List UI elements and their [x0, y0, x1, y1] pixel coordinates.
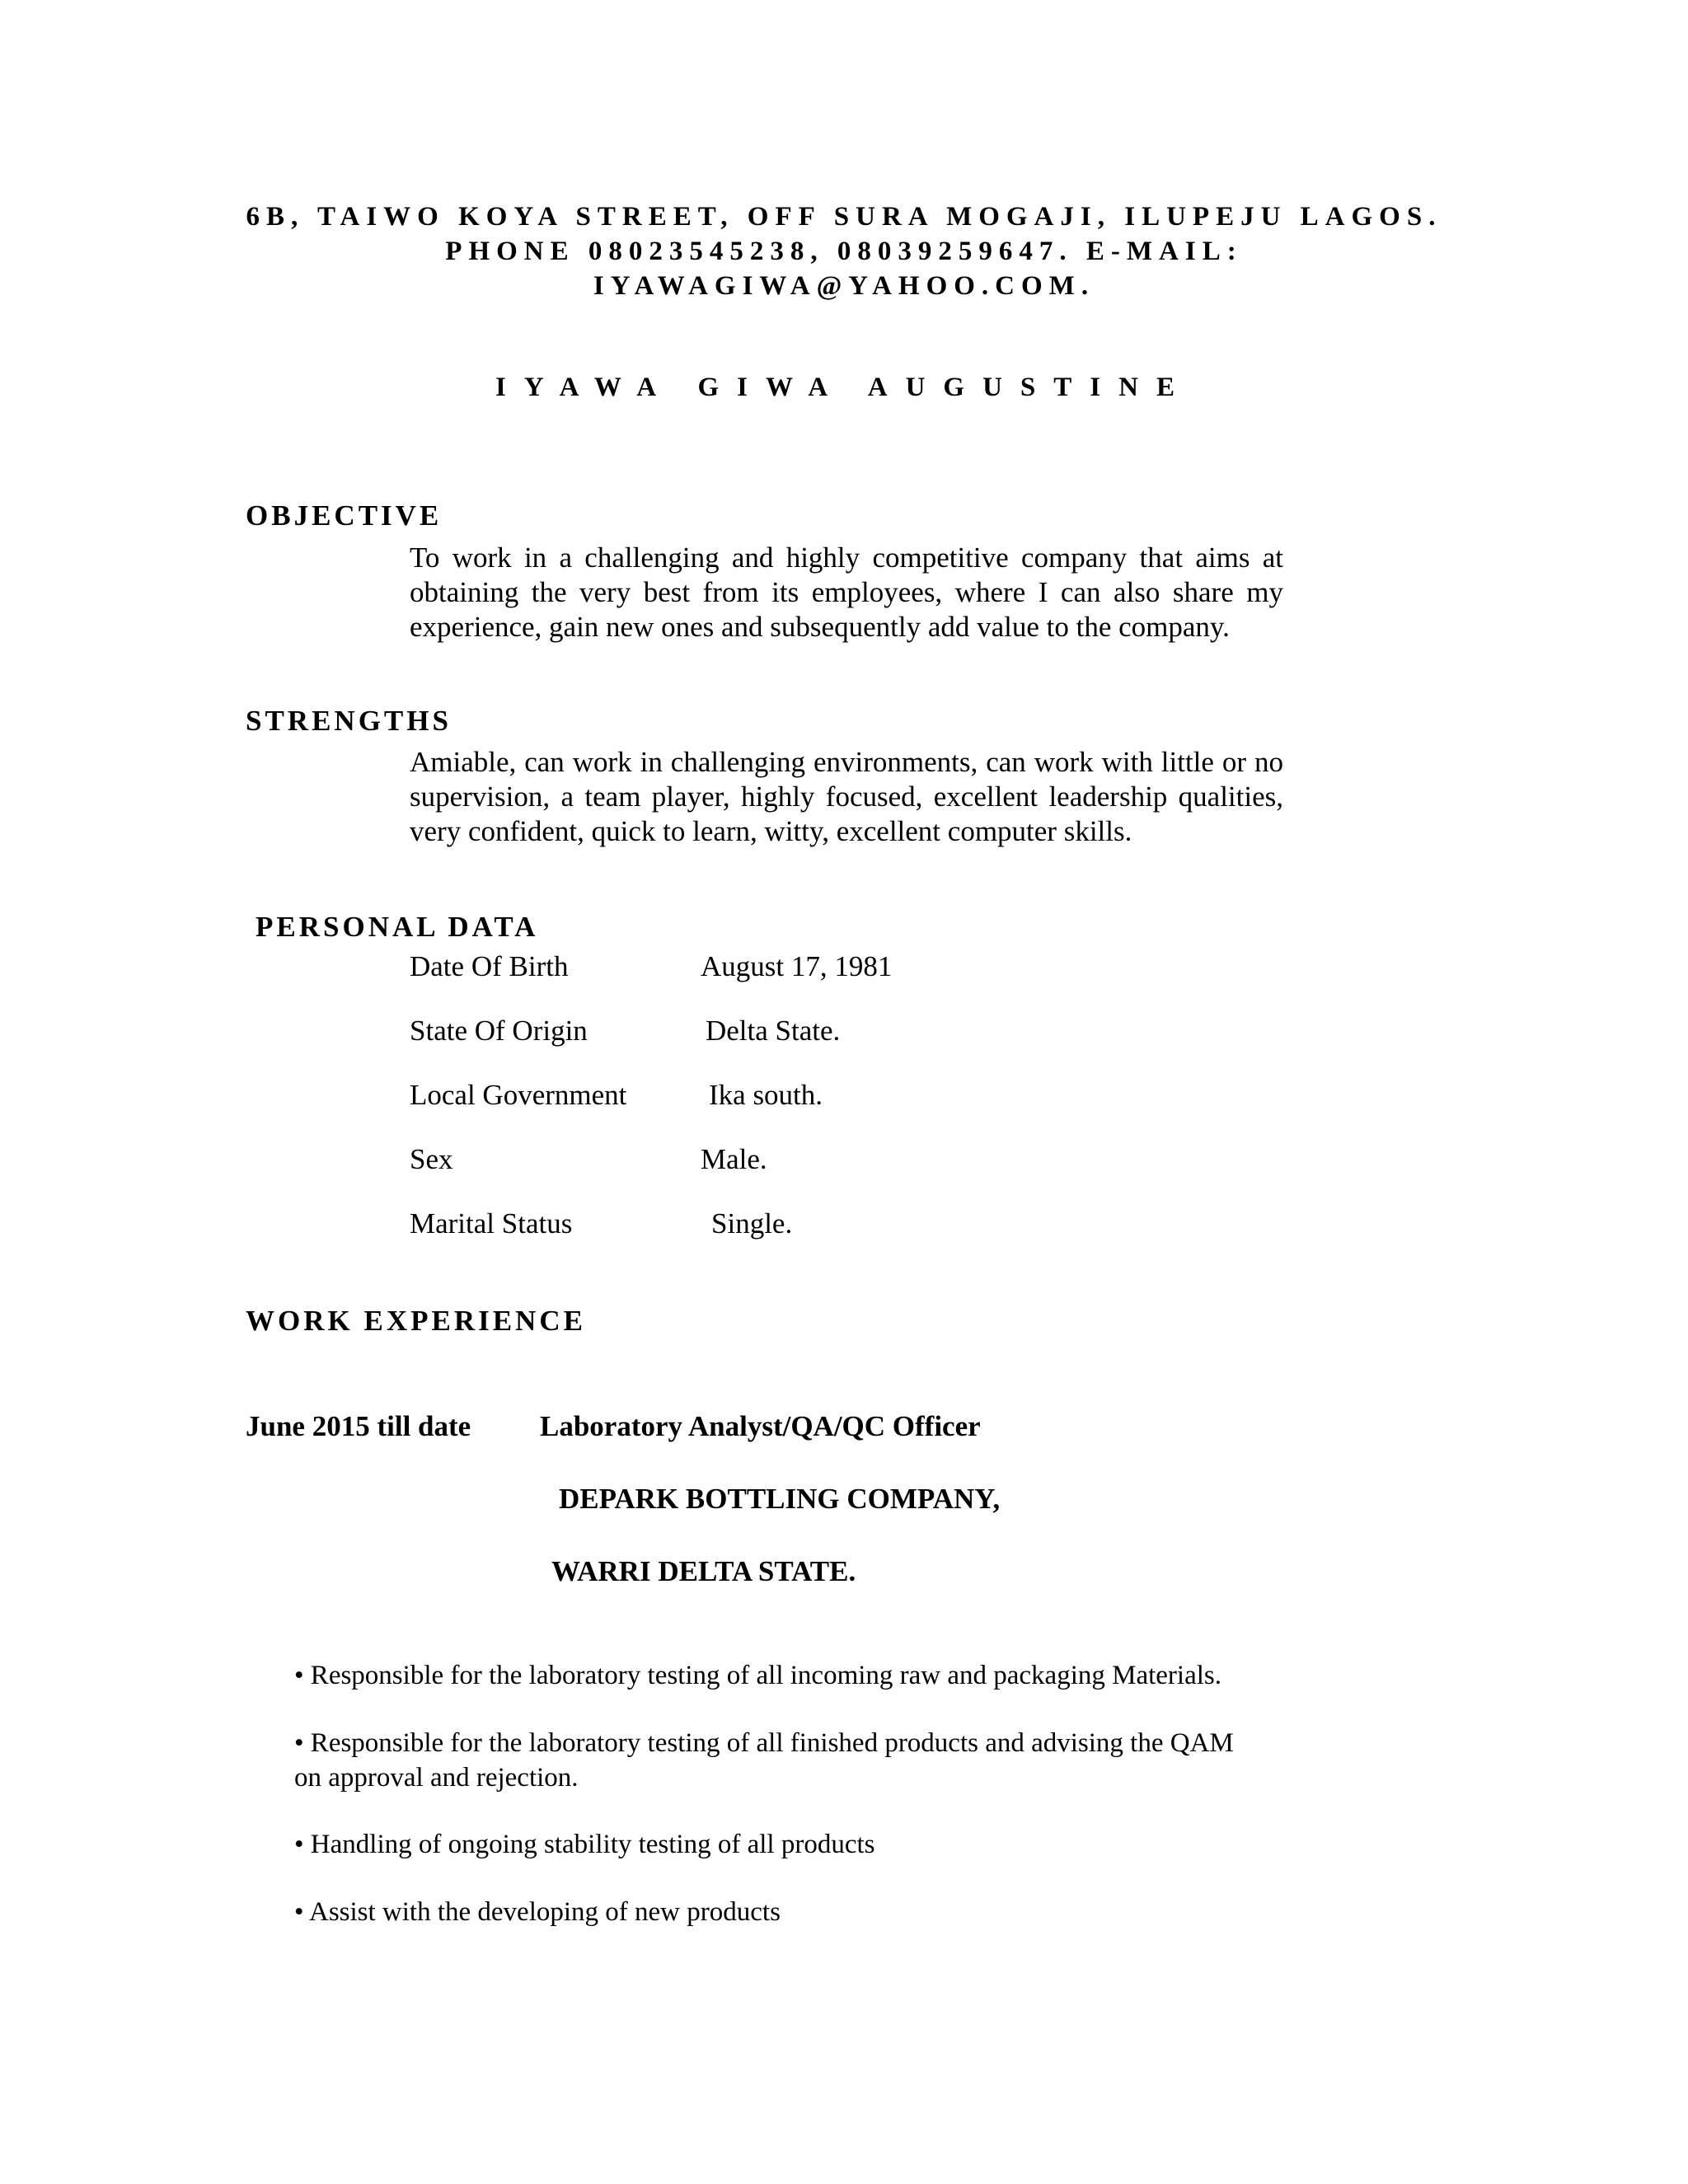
pd-label-sex: Sex [410, 1143, 453, 1175]
objective-text: To work in a challenging and highly competitive company that aims at obtaining the very best from its employees, where I can also share my experience, gain new ones and subsequently add value to the company. [410, 541, 1283, 643]
job-location: WARRI DELTA STATE. [551, 1555, 856, 1587]
pd-label-origin: State Of Origin [410, 1015, 588, 1047]
header-email: IYAWAGIWA@YAHOO.COM. [593, 271, 1095, 301]
job-role: Laboratory Analyst/QA/QC Officer [540, 1410, 981, 1442]
header-address: 6B, TAIWO KOYA STREET, OFF SURA MOGAJI, ILUPEJU LAGOS. [246, 202, 1442, 232]
strengths-text: Amiable, can work in challenging environments, can work with little or no supervision, a team player, highly focused, excellent leadership qualities, very confident, quick to learn, witty, excellent computer skills. [410, 746, 1283, 847]
duty-item: • Handling of ongoing stability testing of all products [294, 1830, 875, 1859]
pd-value-sex: Male. [701, 1143, 767, 1175]
job-period: June 2015 till date [246, 1410, 471, 1442]
pd-label-lga: Local Government [410, 1079, 627, 1111]
duty-item: • Responsible for the laboratory testing of all finished products and advising the QAM on approval and rejection. [294, 1728, 1234, 1793]
strengths-heading: STRENGTHS [246, 705, 452, 737]
personal-data-heading: PERSONAL DATA [256, 911, 539, 943]
candidate-name: IYAWA GIWA AUGUSTINE [495, 373, 1193, 402]
pd-value-dob: August 17, 1981 [701, 950, 893, 982]
duty-item: • Responsible for the laboratory testing of all incoming raw and packaging Materials. [294, 1661, 1221, 1690]
pd-value-origin: Delta State. [706, 1015, 841, 1047]
header-phone: PHONE 08023545238, 08039259647. E-MAIL: [445, 237, 1243, 266]
pd-value-marital: Single. [711, 1207, 793, 1240]
duty-item: • Assist with the developing of new products [294, 1897, 781, 1927]
pd-value-lga: Ika south. [709, 1079, 823, 1111]
job-company: DEPARK BOTTLING COMPANY, [559, 1483, 1001, 1515]
pd-label-dob: Date Of Birth [410, 950, 569, 982]
pd-label-marital: Marital Status [410, 1207, 573, 1240]
objective-heading: OBJECTIVE [246, 499, 443, 532]
work-experience-heading: WORK EXPERIENCE [246, 1305, 586, 1337]
